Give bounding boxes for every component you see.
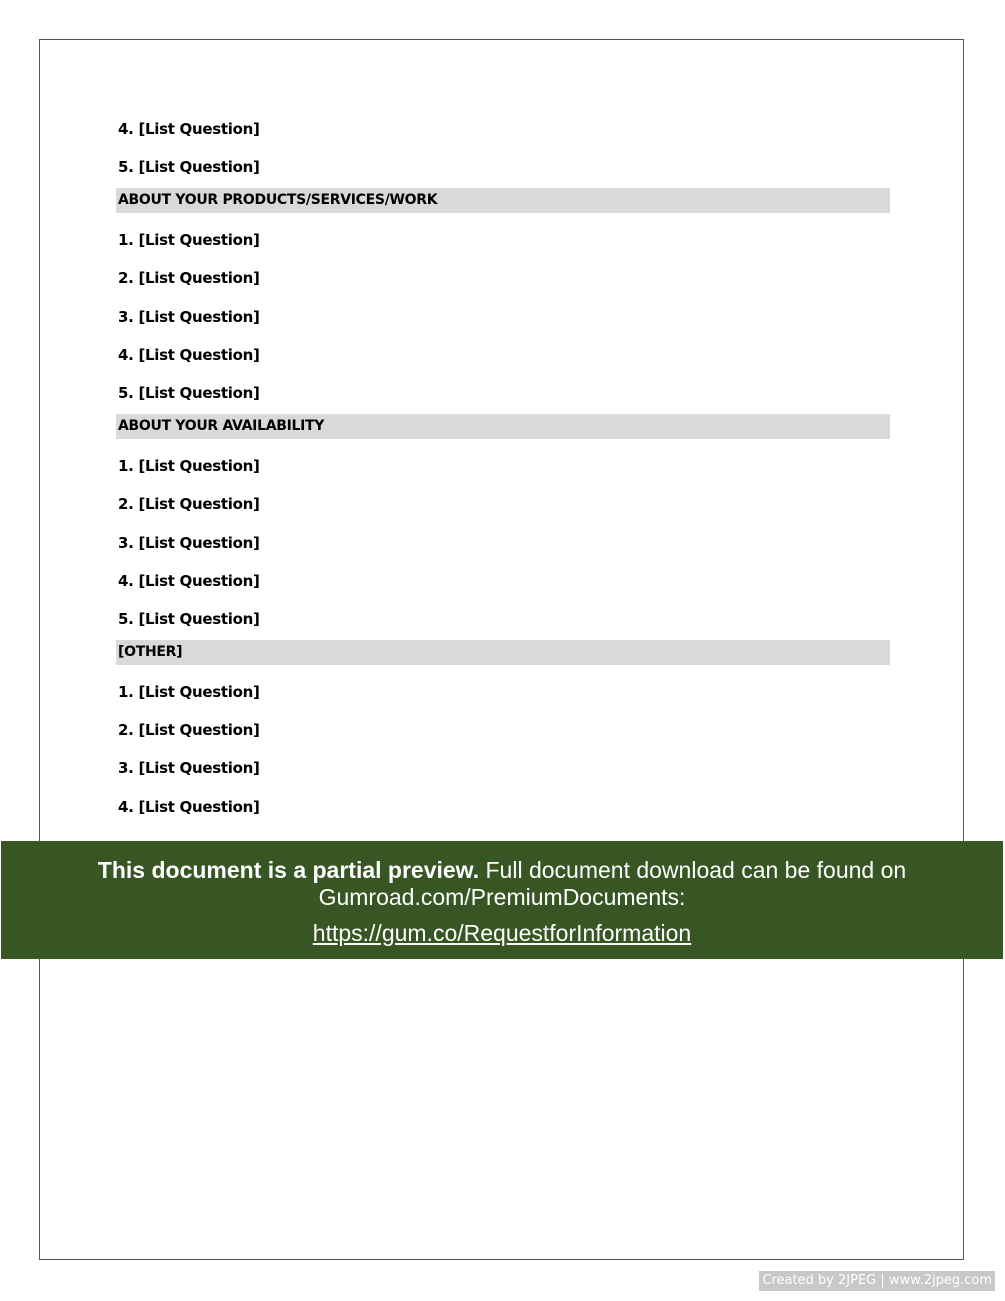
list-question: 4. [List Question]: [118, 797, 260, 816]
credit-label: Created by 2JPEG | www.2jpeg.com: [759, 1271, 995, 1291]
list-question: 2. [List Question]: [118, 721, 260, 740]
list-question: 3. [List Question]: [118, 533, 260, 552]
list-question: 4. [List Question]: [118, 120, 260, 138]
list-question: 1. [List Question]: [118, 682, 260, 701]
list-question: 3. [List Question]: [118, 307, 260, 326]
list-question: 3. [List Question]: [118, 759, 260, 778]
list-question: 1. [List Question]: [118, 456, 260, 475]
banner-bold-text: This document is a partial preview.: [97, 857, 480, 883]
list-question: 5. [List Question]: [118, 158, 260, 177]
download-link[interactable]: https://gum.co/RequestforInformation: [312, 920, 692, 946]
banner-text: Full document download can be found on Gumroad.com/PremiumDocuments:: [318, 857, 907, 910]
list-question: 2. [List Question]: [118, 495, 260, 514]
list-question: 1. [List Question]: [118, 230, 260, 249]
list-question: 4. [List Question]: [118, 345, 260, 364]
list-question: 2. [List Question]: [118, 269, 260, 288]
list-question: 4. [List Question]: [118, 571, 260, 590]
document-content: [116, 110, 890, 826]
section-header-products: ABOUT YOUR PRODUCTS/SERVICES/WORK: [116, 188, 890, 213]
preview-banner: [1, 841, 1003, 959]
section-header-other: [OTHER]: [116, 640, 890, 665]
section-header-availability: ABOUT YOUR AVAILABILITY: [116, 414, 890, 439]
banner-message: [1, 841, 1003, 911]
list-question: 5. [List Question]: [118, 610, 260, 629]
list-question: 5. [List Question]: [118, 384, 260, 403]
